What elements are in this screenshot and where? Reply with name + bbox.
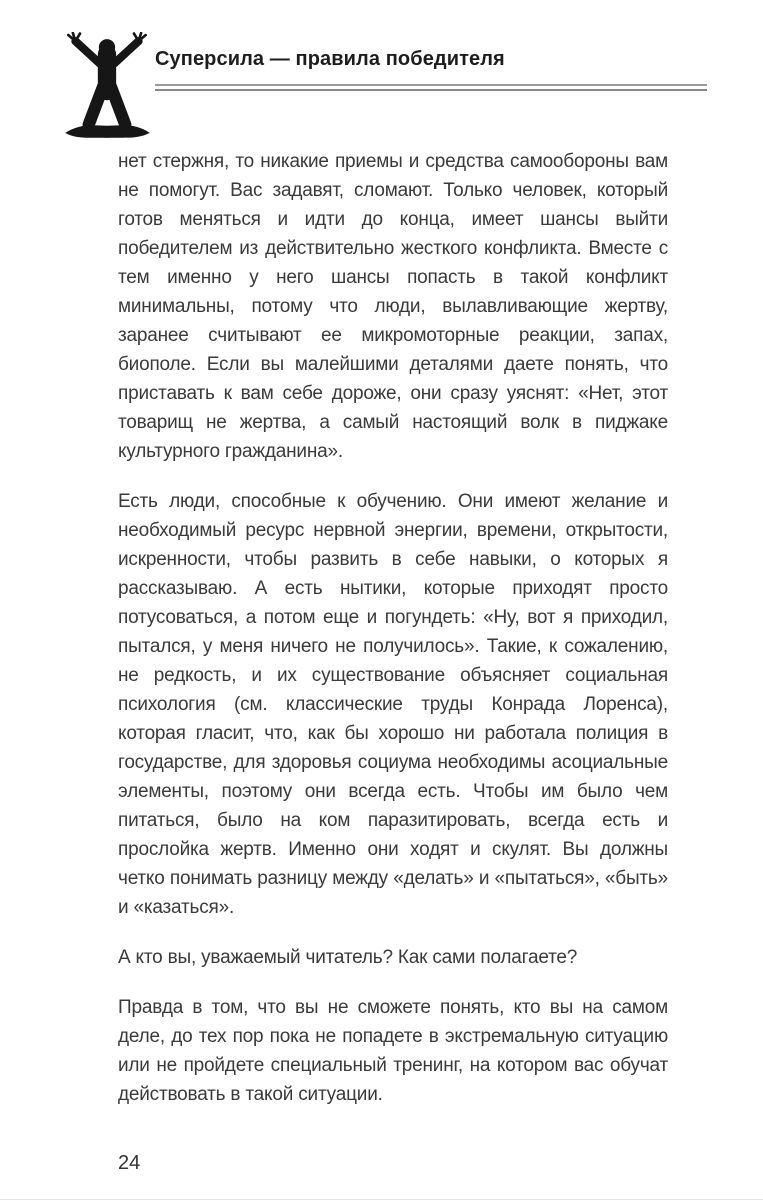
victory-man-silhouette-icon <box>56 32 160 142</box>
header-double-rule <box>155 84 707 91</box>
body-text <box>118 147 668 1175</box>
paragraph: А кто вы, уважаемый читатель? Как сами полагаете? <box>118 947 578 968</box>
paragraph: нет стержня, то никакие приемы и средства самообороны вам не помогут. Вас задавят, сломают. Только человек, который готов меняться и идти до конца, имеет шансы выйти победителем из действительно жесткого конфликта. Вместе с тем именно у него шансы попасть в такой конфликт минимальны, потому что люди, вылавливающие жертву, заранее считывают ее микромоторные реакции, запах, биополе. Если вы малейшими деталями даете понять, что приставать к вам себе дороже, они сразу уяснят: «Нет, этот товарищ не жертва, а самый настоящий волк в пиджаке культурного гражданина». <box>118 151 668 462</box>
paragraph: Правда в том, что вы не сможете понять, кто вы на самом деле, до тех пор пока не попадете в экстремальную ситуацию или не пройдете специальный тренинг, на котором вас обучат действовать в такой ситуации. <box>118 997 668 1105</box>
running-head-title: Суперсила — правила победителя <box>155 48 505 70</box>
page-number: 24 <box>118 1152 141 1174</box>
paragraph: Есть люди, способные к обучению. Они имеют желание и необходимый ресурс нервной энергии, времени, открытости, искренности, чтобы развить в себе навыки, о которых я рассказываю. А есть нытики, которые приходят просто потусоваться, а потом еще и погундеть: «Ну, вот я приходил, пытался, у меня ничего не получилось». Такие, к сожалению, не редкость, и их существование объясняет социальная психология (см. классические труды Конрада Лоренса), которая гласит, что, как бы хорошо ни работала полиция в государстве, для здоровья социума необходимы асоциальные элементы, поэтому они всегда есть. Чтобы им было чем питаться, было на ком паразитировать, всегда есть и прослойка жертв. Именно они ходят и скулят. Вы должны четко понимать разницу между «делать» и «пытаться», «быть» и «казаться». <box>118 491 668 918</box>
